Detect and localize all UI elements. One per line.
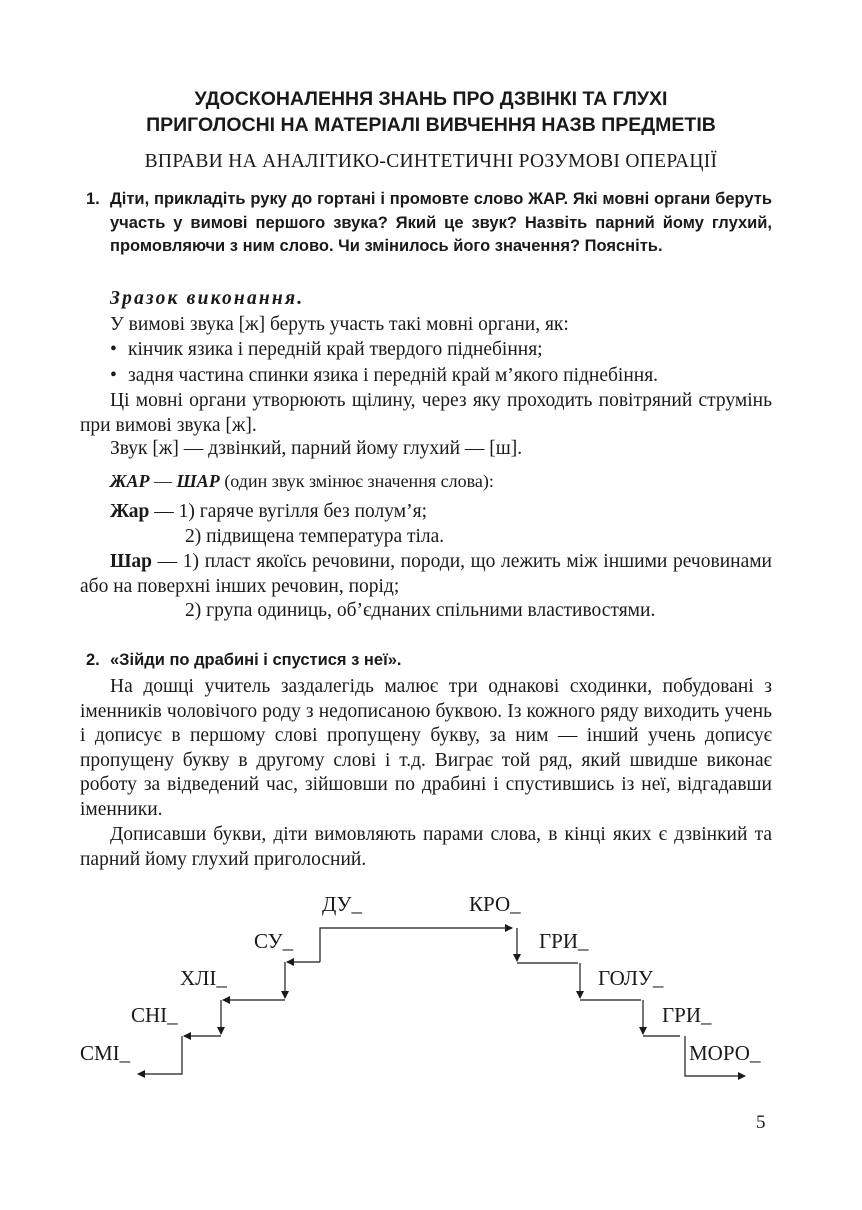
pair-word-2: ШАР (176, 471, 220, 491)
pair-dash: — (149, 471, 177, 491)
pair-word-1: ЖАР (110, 471, 150, 491)
sample-sound: Звук [ж] — дзвінкий, парний йому глухий — [ш]. (110, 438, 523, 459)
sample-intro: У вимові звука [ж] беруть участь такі мовні органи, як: (110, 314, 569, 335)
section-subtitle: ВПРАВИ НА АНАЛІТИКО-СИНТЕТИЧНІ РОЗУМОВІ ОПЕРАЦІЇ (144, 151, 718, 172)
ladder-left-word: ХЛІ_ (180, 966, 227, 990)
task-1-text: Діти, прикладіть руку до гортані і промовте слово ЖАР. Які мовні органи беруть участь у вимові першого звука? Який це звук? Назвіть парний йому глухий, промовляючи з ним слово. Чи змінилось його значення? Поясніть. (110, 190, 772, 255)
page-title-line-2: ПРИГОЛОСНІ НА МАТЕРІАЛІ ВИВЧЕННЯ НАЗВ ПРЕДМЕТІВ (146, 114, 716, 136)
ladder-left-word: СНІ_ (131, 1003, 178, 1027)
arrow-left-bottom (138, 1036, 182, 1074)
ladder-right-word: ГОЛУ_ (598, 966, 664, 990)
task-2-number: 2. (86, 651, 100, 669)
bullet-2-text: задня частина спинки язика і передній край м’якого піднебіння. (128, 365, 659, 386)
sample-para-1: Ці мовні органи утворюють щілину, через яку проходить повітряний струмінь при вимові звука [ж]. (80, 390, 772, 436)
bullet-mark: • (110, 365, 117, 386)
zhar-definition-2: 2) підвищена температура тіла. (185, 526, 445, 547)
task-2-text: «Зійди по драбині і спустися з неї». (110, 651, 402, 669)
page-title-line-1: УДОСКОНАЛЕННЯ ЗНАНЬ ПРО ДЗВІНКІ ТА ГЛУХІ (194, 88, 668, 110)
page-number: 5 (756, 1112, 766, 1133)
ladder-right-word: КРО_ (469, 892, 521, 916)
bullet-1-text: кінчик язика і передній край твердого піднебіння; (128, 339, 543, 360)
zhar-def-1-text: — 1) гаряче вугілля без полум’я; (149, 501, 427, 522)
arrow-top (320, 928, 512, 962)
pair-rest: (один звук змінює значення слова): (219, 471, 494, 491)
ladder-left-word: ДУ_ (322, 892, 362, 916)
bullet-mark: • (110, 339, 117, 360)
task-2-para-1: На дошці учитель заздалегідь малює три однакові сходинки, побудовані з іменників чоловічого роду з недописаною буквою. Із кожного ряду виходить учень і дописує в першому слові пропущену букву, за ним — інший учень дописує пропущену букву в другому слові і т.д. Виграє той ряд, який швидше виконає роботу за відведений час, зійшовши по драбині і спустившись із неї, відгадавши іменники. (80, 676, 772, 820)
task-2-para-2: Дописавши букви, діти вимовляють парами слова, в кінці яких є дзвінкий та парний йому глухий приголосний. (80, 824, 772, 870)
shar-definition-2: 2) група одиниць, об’єднаних спільними властивостями. (185, 600, 656, 621)
ladder-left-word: СУ_ (254, 929, 294, 953)
ladder-arrows (138, 928, 745, 1076)
zhar-word: Жар (110, 501, 150, 522)
ladder-right-word: МОРО_ (689, 1041, 761, 1065)
ladder-right-word: ГРИ_ (662, 1003, 712, 1027)
ladder-right-word: ГРИ_ (539, 929, 589, 953)
sample-label: Зразок виконання. (110, 288, 305, 309)
task-1-number: 1. (86, 190, 100, 208)
ladder-left-word: СМІ_ (80, 1041, 131, 1065)
shar-def-1-text: — 1) пласт якоїсь речовини, породи, що лежить між іншими речовинами або на поверхні інших речовин, порід; (80, 551, 772, 597)
shar-word: Шар (110, 551, 153, 572)
